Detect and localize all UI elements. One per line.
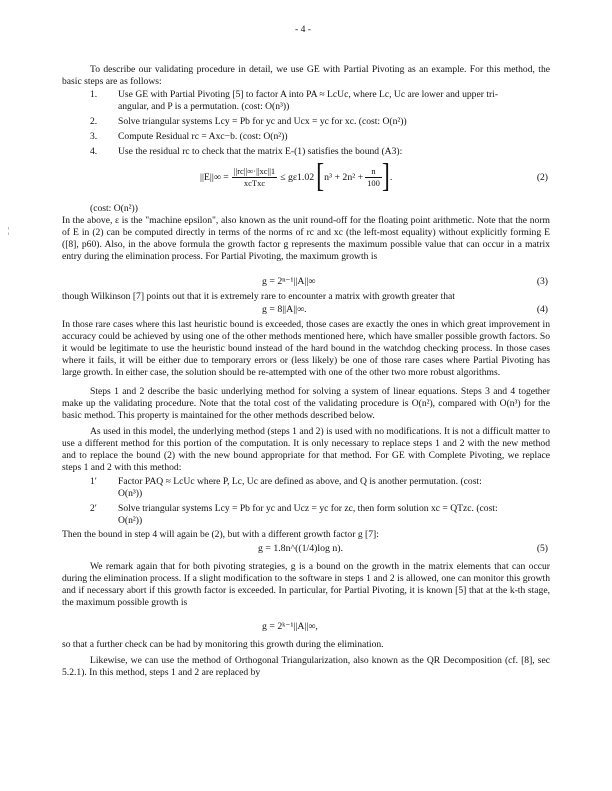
paragraph-wilkinson: though Wilkinson [7] points out that it is extremely rare to encounter a matrix with growth greater that (62, 291, 455, 302)
cstep-2-line2: O(n²)) (118, 515, 143, 526)
paragraph-further-check: so that a further check can be had by monitoring this growth during the elimination. (62, 639, 384, 650)
step-2-number: 2. (90, 116, 98, 127)
eq2-lhs: ||E||∞ = (200, 171, 229, 183)
equation-4-label: (4) (536, 304, 548, 315)
eq2-poly: n³ + 2n² + (324, 171, 364, 183)
equation-5: g = 1.8n^((1/4)log n). (258, 543, 343, 554)
eq2-small-num: n (365, 166, 382, 178)
equation-2: ||E||∞ = $\frac{||rc||\infty\cdot||xc||1}{\text{xcTxc}}$ ≤ gε1.02 [ n³ + 2n² + $\frac{n}{100}$ ] . (200, 158, 393, 195)
step-1-line2: angular, and P is a permutation. (cost: O(n³)) (118, 101, 290, 112)
cstep-2-number: 2′ (90, 503, 97, 514)
cost-note: (cost: O(n²)) (90, 203, 138, 214)
paragraph-heuristic: In those rare cases where this last heuristic bound is exceeded, those cases are exactly the ones in which great improvement in accuracy could be achieved by using one of the other methods mentioned here, which have smaller possible growth factors. So it would be legitimate to use the heuristic bound instead of the hard bound in the watchdog checking process. In those cases where it fails, it will be either due to temporary errors or (less likely) be one of those rare cases where Partial Pivoting has large growth. In either case, the solution should be re-attempted with one of the other two more robust algorithms. (62, 319, 550, 378)
step-1-line1: Use GE with Partial Pivoting [5] to factor A into PA ≈ LcUc, where Lc, Uc are lower and upper tri- (118, 89, 499, 100)
eq2-denominator: xcTxc (243, 177, 266, 188)
margin-mark: ¦ (8, 226, 10, 235)
eq2-numerator: ||rc||∞·||xc||1 (233, 165, 276, 176)
paragraph-machine-epsilon: In the above, ε is the "machine epsilon", also known as the unit round-off for the floating point arithmetic. Note that the norm of E in (2) can be computed directly in terms of the norms of rc and xc (the left-most equality) without explicitly forming E ([8], p60). Also, in the above formula the growth factor g represents the maximum possible value that can occur in a matrix entry during the elimination process. For Partial Pivoting, the maximum growth is (62, 215, 550, 262)
equation-4: g = 8||A||∞. (262, 304, 307, 315)
equation-3: g = 2ⁿ⁻¹||A||∞ (262, 276, 316, 287)
step-4-number: 4. (90, 146, 98, 157)
cstep-2-line1: Solve triangular systems Lcy = Pb for yc and Ucz = yc for zc, then form solution xc = QTzc. (cost: (118, 503, 498, 514)
cstep-1-line2: O(n³)) (118, 488, 143, 499)
intro-paragraph: To describe our validating procedure in detail, we use GE with Partial Pivoting as an example. For this method, the basic steps are as follows: (62, 64, 550, 87)
step-4-text: Use the residual rc to check that the matrix E-(1) satisfies the bound (A3): (118, 146, 403, 157)
eq2-small-den: 100 (367, 177, 380, 188)
equation-5-label: (5) (536, 543, 548, 554)
step-1-number: 1. (90, 89, 98, 100)
paragraph-then-bound: Then the bound in step 4 will again be (2), but with a different growth factor g [7]: (62, 529, 379, 540)
equation-3-label: (3) (536, 276, 548, 287)
paragraph-remark: We remark again that for both pivoting strategies, g is a bound on the growth in the matrix elements that can occur during the elimination process. If a slight modification to the software in steps 1 and 2 is allowed, one can monitor this growth and if necessary abort if this growth factor is exceeded. In particular, for Partial Pivoting, it is known [5] that at the k-th stage, the maximum possible growth is (62, 561, 550, 608)
equation-6: g = 2ᵏ⁻¹||A||∞, (262, 621, 318, 632)
equation-2-label: (2) (536, 172, 548, 183)
paragraph-qr: Likewise, we can use the method of Orthogonal Triangularization, also known as the QR Decomposition (cf. [8], sec 5.2.1). In this method, steps 1 and 2 are replaced by (62, 655, 550, 678)
eq2-rhs: ≤ gε1.02 (280, 171, 315, 183)
cstep-1-number: 1′ (90, 476, 97, 487)
paragraph-steps: Steps 1 and 2 describe the basic underlying method for solving a system of linear equations. Steps 3 and 4 together make up the validating procedure. Note that the total cost of the validating procedure is O(n²), compared with O(n³) for the basic method. This property is maintained for the other methods described below. (62, 386, 550, 421)
page-number: - 4 - (295, 24, 311, 35)
step-2-text: Solve triangular systems Lcy = Pb for yc and Ucx = yc for xc. (cost: O(n²)) (118, 116, 407, 127)
eq2-small-fraction (365, 166, 382, 189)
step-3-text: Compute Residual rc = Axc−b. (cost: O(n²)) (118, 131, 288, 142)
eq2-fraction (232, 166, 277, 189)
cstep-1-line1: Factor PAQ ≈ LcUc where P, Lc, Uc are defined as above, and Q is another permutation. (cost: (118, 476, 482, 487)
paragraph-model: As used in this model, the underlying method (steps 1 and 2) is used with no modifications. It is not a difficult matter to use a different method for this portion of the computation. It is only necessary to replace steps 1 and 2 with the new method and to replace the bound (2) with the new bound appropriate for that method. For GE with Complete Pivoting, we replace steps 1 and 2 with this method: (62, 426, 550, 473)
step-3-number: 3. (90, 131, 98, 142)
